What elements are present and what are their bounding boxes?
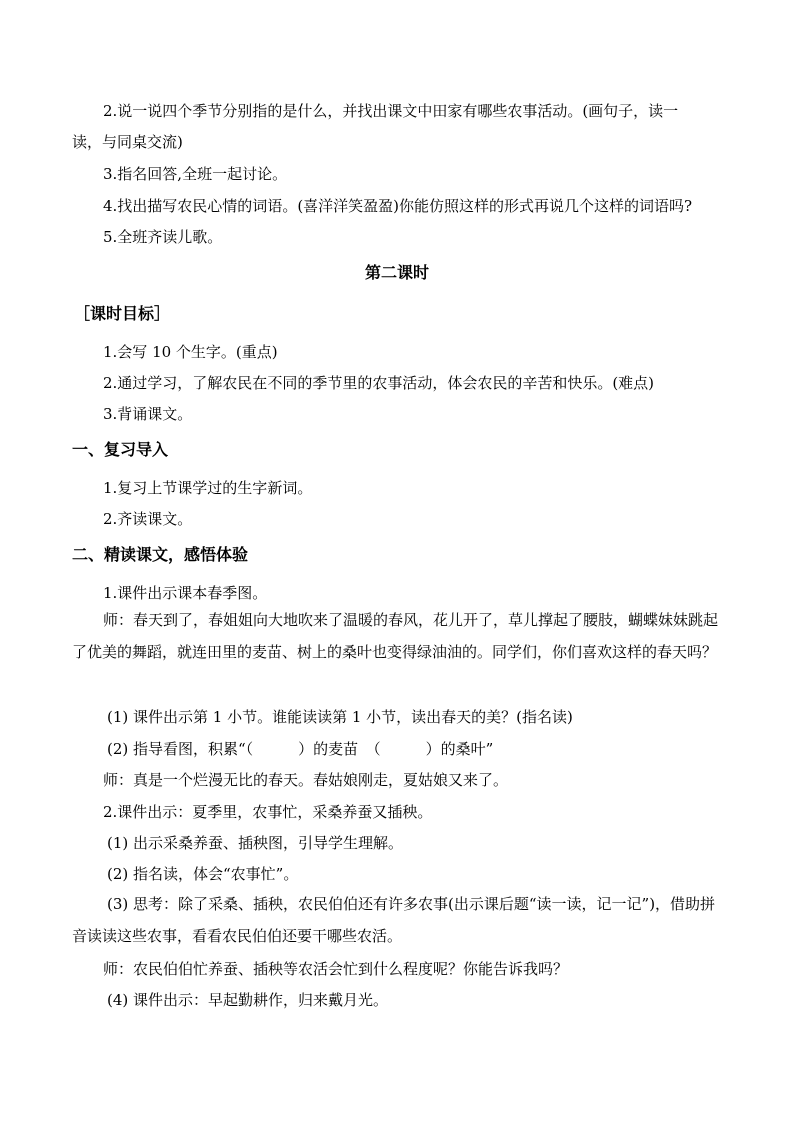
part2-sub2-4: (4) 课件出示：早起勤耕作，归来戴月光。: [107, 991, 389, 1009]
part2-item1: 1.课件出示课本春季图。: [103, 584, 268, 602]
teacher-paragraph-3: 师：农民伯伯忙养蚕、插秧等农活会忙到什么程度呢？你能告诉我吗？: [103, 960, 569, 978]
part1-item2: 2.齐读课文。: [103, 510, 193, 528]
section-a-item4: 4.找出描写农民心情的词语。(喜洋洋笑盈盈)你能仿照这样的形式再说几个这样的词语吗?: [103, 197, 693, 215]
objective-2: 2.通过学习，了解农民在不同的季节里的农事活动，体会农民的辛苦和快乐。(难点): [103, 374, 655, 392]
part2-sub2-1: (1) 出示采桑养蚕、插秧图，引导学生理解。: [107, 834, 404, 852]
part2-sub2-3: (3) 思考：除了采桑、插秧，农民伯伯还有许多农事(出示课后题“读一读，记一记”)，借助拼音读读这些农事，看看农民伯伯还要干哪些农活。: [72, 895, 716, 945]
part2-sub2: (2) 指导看图，积累“（ ）的麦苗 （ ）的桑叶”: [107, 740, 494, 758]
part2-heading: 二、精读课文，感悟体验: [72, 545, 249, 564]
objective-3: 3.背诵课文。: [103, 405, 193, 423]
part2-sub1: (1) 课件出示第 1 小节。谁能读读第 1 小节，读出春天的美？(指名读): [107, 708, 573, 726]
part1-item1: 1.复习上节课学过的生字新词。: [103, 479, 313, 497]
objective-1: 1.会写 10 个生字。(重点): [103, 343, 278, 361]
section-a-item3: 3.指名回答,全班一起讨论。: [103, 165, 288, 183]
part2-sub2-2: (2) 指名读，体会“农事忙”。: [107, 865, 299, 883]
part1-heading: 一、复习导入: [72, 440, 169, 459]
section-a-item2-line2: 读，与同桌交流): [72, 133, 183, 151]
section-a-item2-line1: 2.说一说四个季节分别指的是什么，并找出课文中田家有哪些农事活动。(画句子，读一: [103, 102, 679, 120]
lesson-title: 第二课时: [364, 263, 429, 282]
teacher-paragraph-1: 师：春天到了，春姐姐向大地吹来了温暖的春风，花儿开了，草儿撑起了腰肢，蝴蝶妹妹跳起了优美的舞蹈，就连田里的麦苗、树上的桑叶也变得绿油油的。同学们，你们喜欢这样的春天吗？: [72, 611, 719, 661]
teacher-paragraph-2: 师：真是一个烂漫无比的春天。春姑娘刚走，夏姑娘又来了。: [103, 771, 509, 789]
section-a-item5: 5.全班齐读儿歌。: [103, 228, 223, 246]
part2-item2: 2.课件出示：夏季里，农事忙，采桑养蚕又插秧。: [103, 803, 433, 821]
objectives-heading: ［课时目标］: [74, 304, 171, 323]
